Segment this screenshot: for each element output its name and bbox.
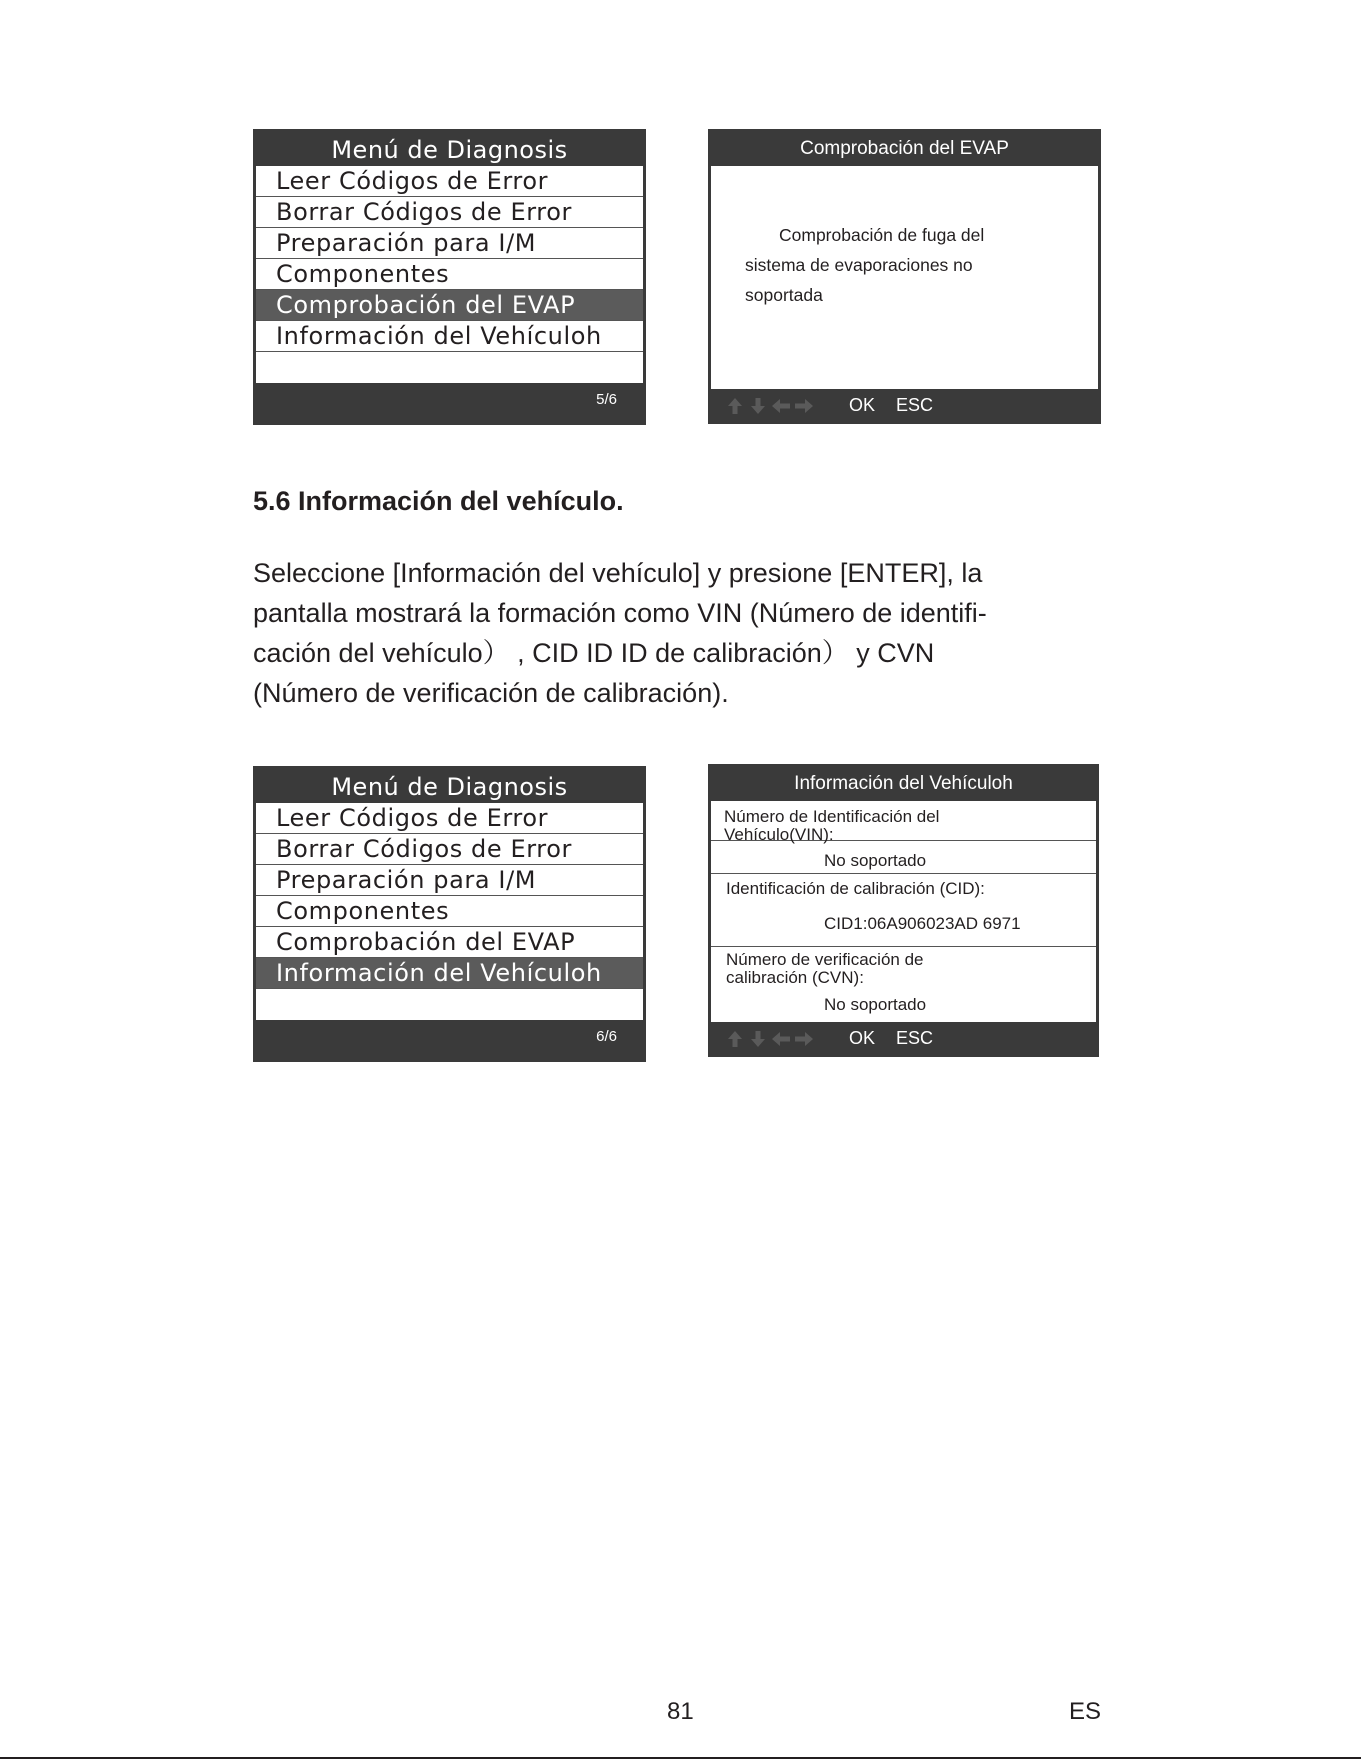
arrow-left-icon[interactable]	[771, 397, 791, 415]
evap-message-line-2: sistema de evaporaciones no	[745, 255, 973, 275]
menu-item-empty	[256, 352, 643, 383]
vin-label-line-2: Vehículo(VIN):	[724, 825, 834, 844]
vin-label-line-1: Número de Identificación del	[724, 807, 940, 826]
menu-footer	[256, 383, 643, 415]
section-paragraph	[253, 553, 1113, 713]
ok-button[interactable]: OK	[849, 1028, 876, 1048]
esc-button[interactable]: ESC	[896, 1028, 934, 1048]
menu-item-components[interactable]: Componentes	[256, 259, 643, 290]
vin-label	[724, 808, 1054, 844]
arrow-down-icon[interactable]	[748, 397, 768, 415]
diagnosis-menu-screen-2	[253, 766, 646, 1062]
arrow-down-icon[interactable]	[748, 1030, 768, 1048]
menu-title: Menú de Diagnosis	[331, 773, 568, 801]
menu-list	[256, 803, 643, 1020]
cvn-value: No soportado	[824, 995, 927, 1014]
screen-title: Información del Vehículoh	[711, 767, 1096, 801]
cid-label: Identificación de calibración (CID):	[726, 879, 985, 898]
paragraph-line-2: pantalla mostrará la formación como VIN (Número de identifi-	[253, 598, 987, 628]
menu-item-evap-test[interactable]: Comprobación del EVAP	[256, 290, 643, 321]
arrow-right-icon[interactable]	[794, 397, 814, 415]
menu-footer	[256, 1020, 643, 1052]
language-code: ES	[1069, 1698, 1102, 1725]
screen-title: Comprobación del EVAP	[711, 132, 1098, 166]
arrow-left-icon[interactable]	[771, 1030, 791, 1048]
bottom-rule	[0, 1757, 1361, 1759]
menu-item-read-codes[interactable]: Leer Códigos de Error	[256, 166, 643, 197]
nav-bar	[711, 389, 1098, 421]
vin-section	[711, 801, 1096, 870]
evap-test-screen	[708, 129, 1101, 424]
menu-list	[256, 166, 643, 383]
paragraph-line-4: (Número de verificación de calibración).	[253, 678, 729, 708]
menu-item-evap-test[interactable]: Comprobación del EVAP	[256, 927, 643, 958]
page-indicator: 5/6	[596, 391, 617, 408]
arrow-up-icon[interactable]	[725, 1030, 745, 1048]
vin-value: No soportado	[824, 851, 927, 870]
paragraph-line-1: Seleccione [Información del vehículo] y presione [ENTER], la	[253, 558, 983, 588]
menu-item-im-readiness[interactable]: Preparación para I/M	[256, 228, 643, 259]
arrow-up-icon[interactable]	[725, 397, 745, 415]
menu-item-im-readiness[interactable]: Preparación para I/M	[256, 865, 643, 896]
ok-button[interactable]: OK	[849, 395, 876, 415]
cvn-label-line-2: calibración (CVN):	[726, 968, 864, 987]
cvn-section	[711, 945, 1096, 1017]
menu-title: Menú de Diagnosis	[331, 136, 568, 164]
vehicle-info-screen	[708, 764, 1099, 1057]
evap-message	[745, 220, 1045, 310]
menu-item-vehicle-info[interactable]: Información del Vehículoh	[256, 321, 643, 352]
diagnosis-menu-screen-1	[253, 129, 646, 425]
menu-item-erase-codes[interactable]: Borrar Códigos de Error	[256, 834, 643, 865]
cid-value: CID1:06A906023AD 6971	[824, 914, 1021, 933]
menu-item-components[interactable]: Componentes	[256, 896, 643, 927]
evap-message-line-3: soportada	[745, 285, 823, 305]
cvn-label-line-1: Número de verificación de	[726, 950, 924, 969]
menu-item-erase-codes[interactable]: Borrar Códigos de Error	[256, 197, 643, 228]
esc-button[interactable]: ESC	[896, 395, 934, 415]
section-heading: 5.6 Información del vehículo.	[253, 486, 624, 516]
page-number: 81	[667, 1698, 694, 1725]
cid-section	[711, 873, 1096, 947]
menu-item-vehicle-info[interactable]: Información del Vehículoh	[256, 958, 643, 989]
cvn-label	[726, 951, 1056, 987]
arrow-right-icon[interactable]	[794, 1030, 814, 1048]
paragraph-line-3: cación del vehículo） , CID ID ID de calibración） y CVN	[253, 638, 935, 668]
page-indicator: 6/6	[596, 1028, 617, 1045]
menu-item-empty	[256, 989, 643, 1020]
evap-message-line-1: Comprobación de fuga del	[779, 225, 985, 245]
menu-item-read-codes[interactable]: Leer Códigos de Error	[256, 803, 643, 834]
nav-bar	[711, 1022, 1096, 1054]
